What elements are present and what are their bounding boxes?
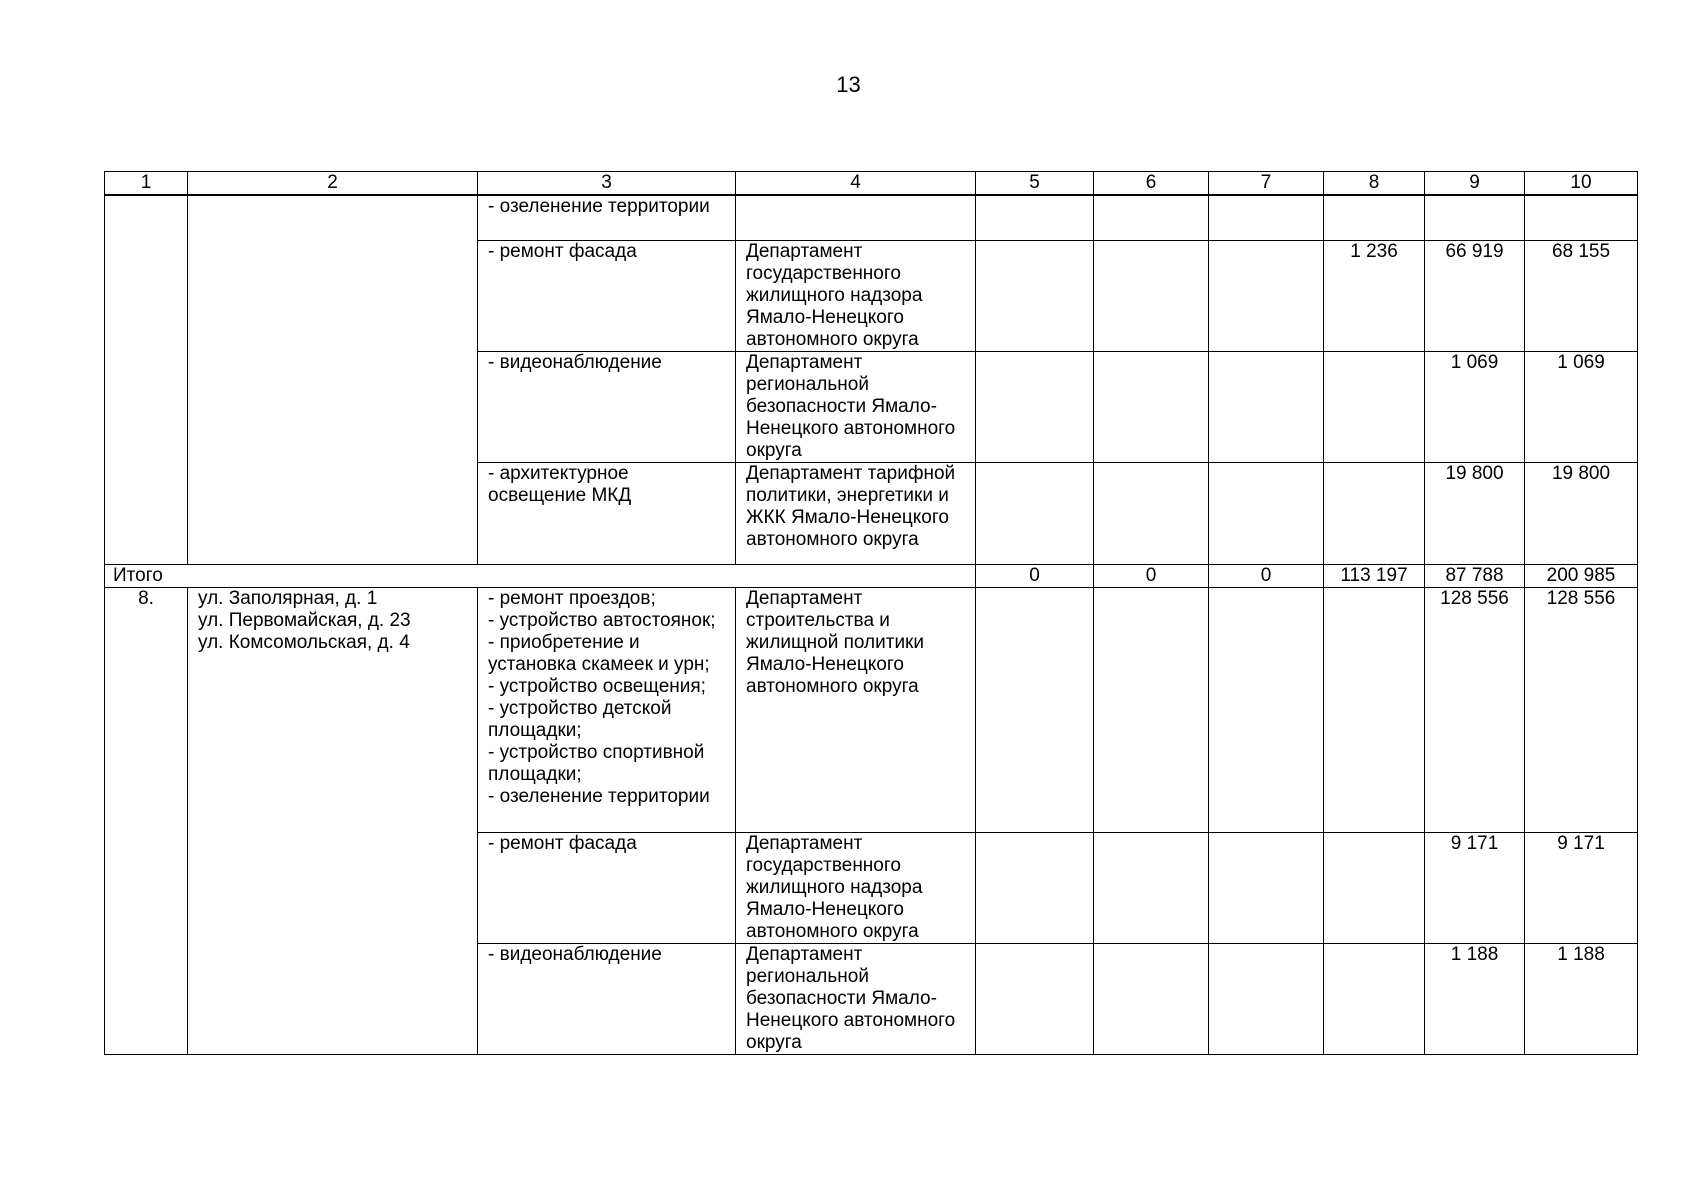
value-cell-9: 66 919 [1425, 240, 1525, 351]
value-cell-7 [1209, 195, 1324, 240]
value-cell-10: 1 188 [1525, 943, 1638, 1054]
value-cell-8 [1324, 943, 1425, 1054]
value-cell-8 [1324, 195, 1425, 240]
value-cell-7 [1209, 943, 1324, 1054]
value-cell-8: 1 236 [1324, 240, 1425, 351]
value-cell-9: 9 171 [1425, 832, 1525, 943]
column-header-1: 1 [105, 172, 188, 196]
value-cell-8 [1324, 832, 1425, 943]
value-cell-7 [1209, 832, 1324, 943]
value-cell-7 [1209, 462, 1324, 564]
value-cell-6 [1094, 943, 1209, 1054]
total-value-8: 113 197 [1324, 564, 1425, 587]
value-cell-8 [1324, 351, 1425, 462]
value-cell-6 [1094, 195, 1209, 240]
value-cell-7 [1209, 587, 1324, 832]
total-value-6: 0 [1094, 564, 1209, 587]
column-header-5: 5 [976, 172, 1094, 196]
work-type-cell: - ремонт проездов; - устройство автостоянок; - приобретение и установка скамеек и урн; - устройство освещения; - устройство детской площадки; - устройство спортивной площадки; - озеленение территории [478, 587, 736, 832]
total-row [105, 564, 1638, 587]
column-header-2: 2 [188, 172, 478, 196]
value-cell-10 [1525, 195, 1638, 240]
address-cell: ул. Заполярная, д. 1 ул. Первомайская, д. 23 ул. Комсомольская, д. 4 [188, 587, 478, 1054]
total-label: Итого [105, 564, 976, 587]
value-cell-9: 19 800 [1425, 462, 1525, 564]
department-cell: Департамент государственного жилищного надзора Ямало-Ненецкого автономного округа [736, 832, 976, 943]
value-cell-5 [976, 587, 1094, 832]
total-value-7: 0 [1209, 564, 1324, 587]
work-type-cell: - озеленение территории [478, 195, 736, 240]
value-cell-7 [1209, 240, 1324, 351]
value-cell-6 [1094, 832, 1209, 943]
value-cell-5 [976, 462, 1094, 564]
value-cell-5 [976, 832, 1094, 943]
table-body [105, 172, 1638, 1055]
work-type-cell: - ремонт фасада [478, 832, 736, 943]
row-number-cell [105, 195, 188, 564]
budget-table [104, 171, 1638, 1055]
department-cell: Департамент государственного жилищного надзора Ямало-Ненецкого автономного округа [736, 240, 976, 351]
value-cell-5 [976, 943, 1094, 1054]
total-value-9: 87 788 [1425, 564, 1525, 587]
value-cell-10: 68 155 [1525, 240, 1638, 351]
value-cell-7 [1209, 351, 1324, 462]
value-cell-9 [1425, 195, 1525, 240]
row-number-cell: 8. [105, 587, 188, 1054]
department-cell [736, 195, 976, 240]
value-cell-6 [1094, 462, 1209, 564]
department-cell: Департамент региональной безопасности Ямало-Ненецкого автономного округа [736, 351, 976, 462]
column-header-7: 7 [1209, 172, 1324, 196]
value-cell-9: 1 069 [1425, 351, 1525, 462]
column-header-6: 6 [1094, 172, 1209, 196]
work-type-cell: - видеонаблюдение [478, 943, 736, 1054]
value-cell-10: 128 556 [1525, 587, 1638, 832]
value-cell-6 [1094, 587, 1209, 832]
table-row [105, 195, 1638, 240]
page-number: 13 [836, 72, 861, 97]
header-row [105, 172, 1638, 196]
value-cell-9: 1 188 [1425, 943, 1525, 1054]
total-value-5: 0 [976, 564, 1094, 587]
column-header-3: 3 [478, 172, 736, 196]
address-cell [188, 195, 478, 564]
department-cell: Департамент строительства и жилищной политики Ямало-Ненецкого автономного округа [736, 587, 976, 832]
column-header-4: 4 [736, 172, 976, 196]
work-type-cell: - архитектурное освещение МКД [478, 462, 736, 564]
value-cell-10: 1 069 [1525, 351, 1638, 462]
total-value-10: 200 985 [1525, 564, 1638, 587]
value-cell-8 [1324, 587, 1425, 832]
department-cell: Департамент тарифной политики, энергетики и ЖКК Ямало-Ненецкого автономного округа [736, 462, 976, 564]
work-type-cell: - ремонт фасада [478, 240, 736, 351]
value-cell-6 [1094, 240, 1209, 351]
work-type-cell: - видеонаблюдение [478, 351, 736, 462]
column-header-8: 8 [1324, 172, 1425, 196]
column-header-9: 9 [1425, 172, 1525, 196]
value-cell-9: 128 556 [1425, 587, 1525, 832]
value-cell-5 [976, 240, 1094, 351]
value-cell-5 [976, 195, 1094, 240]
table-row [105, 587, 1638, 832]
department-cell: Департамент региональной безопасности Ямало-Ненецкого автономного округа [736, 943, 976, 1054]
value-cell-5 [976, 351, 1094, 462]
value-cell-8 [1324, 462, 1425, 564]
value-cell-10: 19 800 [1525, 462, 1638, 564]
column-header-10: 10 [1525, 172, 1638, 196]
value-cell-10: 9 171 [1525, 832, 1638, 943]
value-cell-6 [1094, 351, 1209, 462]
